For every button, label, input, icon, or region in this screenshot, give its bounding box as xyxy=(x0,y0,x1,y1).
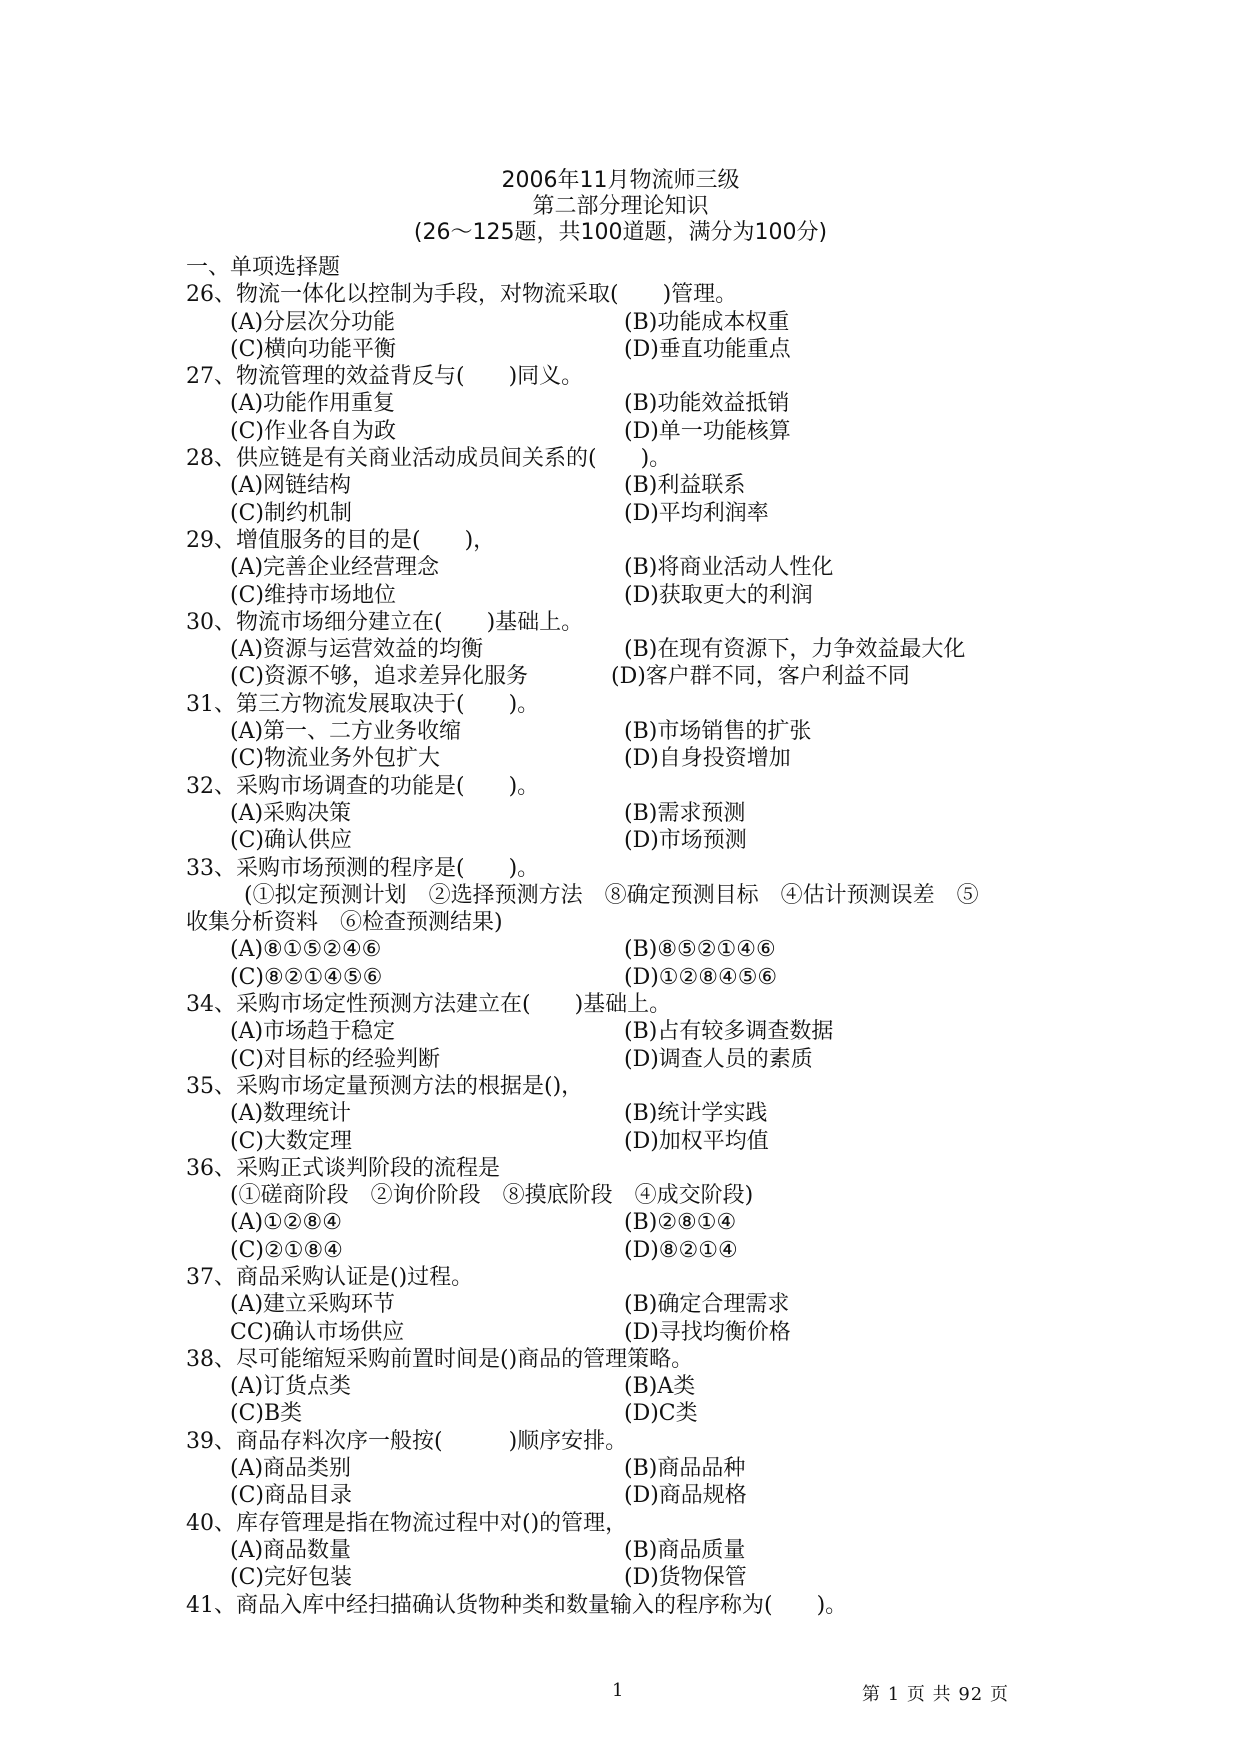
option-right: (D)商品规格 xyxy=(624,1483,747,1509)
option-left: (C)确认供应 xyxy=(230,828,352,854)
option-row xyxy=(186,1046,1086,1073)
option-left: (C)横向功能平衡 xyxy=(230,336,396,362)
option-row xyxy=(186,582,1086,609)
option-row xyxy=(186,1128,1086,1155)
option-left: (C)②①⑧④ xyxy=(230,1237,343,1263)
option-right: (D)寻找均衡价格 xyxy=(624,1319,791,1345)
document-header xyxy=(0,168,1241,246)
option-right: (B)市场销售的扩张 xyxy=(624,719,812,745)
option-row xyxy=(186,1455,1086,1482)
question-stem: 28、供应链是有关商业活动成员间关系的( )。 xyxy=(186,446,672,472)
option-row xyxy=(186,500,1086,527)
document-note: (26～125题，共100道题，满分为100分) xyxy=(413,220,828,245)
option-left: (C)⑧②①④⑤⑥ xyxy=(230,964,383,990)
option-right: (B)②⑧①④ xyxy=(624,1210,737,1236)
option-left: (C)B类 xyxy=(230,1401,303,1427)
option-left: (A)建立采购环节 xyxy=(230,1292,396,1318)
question-stem: 36、采购正式谈判阶段的流程是 xyxy=(186,1155,500,1181)
option-left: (C)商品目录 xyxy=(230,1483,352,1509)
question-stem: 38、尽可能缩短采购前置时间是()商品的管理策略。 xyxy=(186,1346,694,1372)
option-left: (C)物流业务外包扩大 xyxy=(230,746,440,772)
option-row xyxy=(186,1237,1086,1264)
question-note: (①磋商阶段 ②询价阶段 ⑧摸底阶段 ④成交阶段) xyxy=(230,1183,754,1209)
option-row xyxy=(186,1018,1086,1045)
option-left: (C)维持市场地位 xyxy=(230,582,396,608)
option-row xyxy=(186,1291,1086,1318)
option-row xyxy=(186,827,1086,854)
option-left: (C)对目标的经验判断 xyxy=(230,1046,440,1072)
option-right: (B)在现有资源下，力争效益最大化 xyxy=(624,637,966,663)
option-row xyxy=(186,1537,1086,1564)
question-stem: 39、商品存料次序一般按( )顺序安排。 xyxy=(186,1428,628,1454)
question-stem: 34、采购市场定性预测方法建立在( )基础上。 xyxy=(186,992,672,1018)
option-right: (B)商品质量 xyxy=(624,1537,746,1563)
option-left: (C)完好包装 xyxy=(230,1565,352,1591)
option-left: (A)市场趋于稳定 xyxy=(230,1019,396,1045)
option-right: (D)单一功能核算 xyxy=(624,418,791,444)
option-left: (C)作业各自为政 xyxy=(230,418,396,444)
section-heading: 一、单项选择题 xyxy=(186,255,341,280)
document-title: 2006年11月物流师三级 xyxy=(501,168,740,193)
option-row xyxy=(186,309,1086,336)
option-left: (A)采购决策 xyxy=(230,800,352,826)
question-stem: 27、物流管理的效益背反与( )同义。 xyxy=(186,364,584,390)
option-left: CC)确认市场供应 xyxy=(230,1319,405,1345)
option-row xyxy=(186,1209,1086,1236)
option-row xyxy=(186,390,1086,417)
question-note: (①拟定预测计划 ②选择预测方法 ⑧确定预测目标 ④估计预测误差 ⑤ xyxy=(244,882,979,908)
question-stem: 26、物流一体化以控制为手段，对物流采取( )管理。 xyxy=(186,282,738,308)
question-list xyxy=(186,254,1086,1619)
question-stem: 33、采购市场预测的程序是( )。 xyxy=(186,855,540,881)
option-row xyxy=(186,1100,1086,1127)
option-left: (A)第一、二方业务收缩 xyxy=(230,719,462,745)
question-stem: 31、第三方物流发展取决于( )。 xyxy=(186,691,540,717)
option-right: (B)功能效益抵销 xyxy=(624,391,790,417)
option-right: (D)加权平均值 xyxy=(624,1128,769,1154)
option-row xyxy=(186,418,1086,445)
option-right: (D)①②⑧④⑤⑥ xyxy=(624,964,778,990)
option-left: (A)订货点类 xyxy=(230,1374,352,1400)
option-right: (B)占有较多调查数据 xyxy=(624,1019,834,1045)
option-right: (B)确定合理需求 xyxy=(624,1292,790,1318)
option-right: (B)功能成本权重 xyxy=(624,309,790,335)
option-right: (D)⑧②①④ xyxy=(624,1237,738,1263)
option-row xyxy=(186,336,1086,363)
option-right: (D)调查人员的素质 xyxy=(624,1046,813,1072)
question-stem: 35、采购市场定量预测方法的根据是()， xyxy=(186,1073,584,1099)
option-right: (D)自身投资增加 xyxy=(624,746,791,772)
question-stem: 29、增值服务的目的是( )， xyxy=(186,527,496,553)
page-number: 1 xyxy=(612,1680,624,1701)
option-right: (B)统计学实践 xyxy=(624,1101,768,1127)
option-right: (B)商品品种 xyxy=(624,1456,746,1482)
option-row xyxy=(186,636,1086,663)
document-subtitle: 第二部分理论知识 xyxy=(532,194,709,219)
option-right: (D)市场预测 xyxy=(624,828,747,854)
option-left: (A)数理统计 xyxy=(230,1101,352,1127)
option-right: (B)⑧⑤②①④⑥ xyxy=(624,937,776,963)
page-info: 第 1 页 共 92 页 xyxy=(862,1684,1009,1705)
option-row xyxy=(186,1564,1086,1591)
option-row xyxy=(186,1482,1086,1509)
option-right: (B)A类 xyxy=(624,1374,696,1400)
question-stem: 37、商品采购认证是()过程。 xyxy=(186,1264,474,1290)
option-left: (A)①②⑧④ xyxy=(230,1210,342,1236)
option-row xyxy=(186,472,1086,499)
option-left: (A)完善企业经营理念 xyxy=(230,555,440,581)
option-row xyxy=(186,1400,1086,1427)
option-left: (A)商品数量 xyxy=(230,1537,352,1563)
option-row xyxy=(186,554,1086,581)
option-row xyxy=(186,1319,1086,1346)
option-left: (A)商品类别 xyxy=(230,1456,352,1482)
option-row xyxy=(186,964,1086,991)
option-right: (B)利益联系 xyxy=(624,473,746,499)
option-row xyxy=(186,800,1086,827)
option-right: (D)获取更大的利润 xyxy=(624,582,813,608)
option-right: (B)需求预测 xyxy=(624,800,746,826)
option-row xyxy=(186,1373,1086,1400)
option-row xyxy=(186,745,1086,772)
option-left: (A)网链结构 xyxy=(230,473,352,499)
option-right: (D)C类 xyxy=(624,1401,698,1427)
option-right: (D)货物保管 xyxy=(624,1565,747,1591)
option-left: (C)制约机制 xyxy=(230,500,352,526)
question-stem: 40、库存管理是指在物流过程中对()的管理， xyxy=(186,1510,628,1536)
option-left: (A)功能作用重复 xyxy=(230,391,396,417)
option-left: (C)大数定理 xyxy=(230,1128,352,1154)
option-right: (D)客户群不同，客户利益不同 xyxy=(611,664,910,690)
option-right: (D)垂直功能重点 xyxy=(624,336,791,362)
option-row xyxy=(186,718,1086,745)
option-right: (B)将商业活动人性化 xyxy=(624,555,834,581)
option-left: (A)分层次分功能 xyxy=(230,309,396,335)
option-row xyxy=(186,663,1086,690)
question-stem: 32、采购市场调查的功能是( )。 xyxy=(186,773,540,799)
option-left: (A)⑧①⑤②④⑥ xyxy=(230,937,382,963)
option-row xyxy=(186,936,1086,963)
question-stem: 41、商品入库中经扫描确认货物种类和数量输入的程序称为( )。 xyxy=(186,1592,848,1618)
question-stem: 30、物流市场细分建立在( )基础上。 xyxy=(186,609,584,635)
option-left: (A)资源与运营效益的均衡 xyxy=(230,637,484,663)
option-right: (D)平均利润率 xyxy=(624,500,769,526)
question-note-continued: 收集分析资料 ⑥检查预测结果) xyxy=(186,910,503,936)
option-left: (C)资源不够，追求差异化服务 xyxy=(230,664,528,690)
